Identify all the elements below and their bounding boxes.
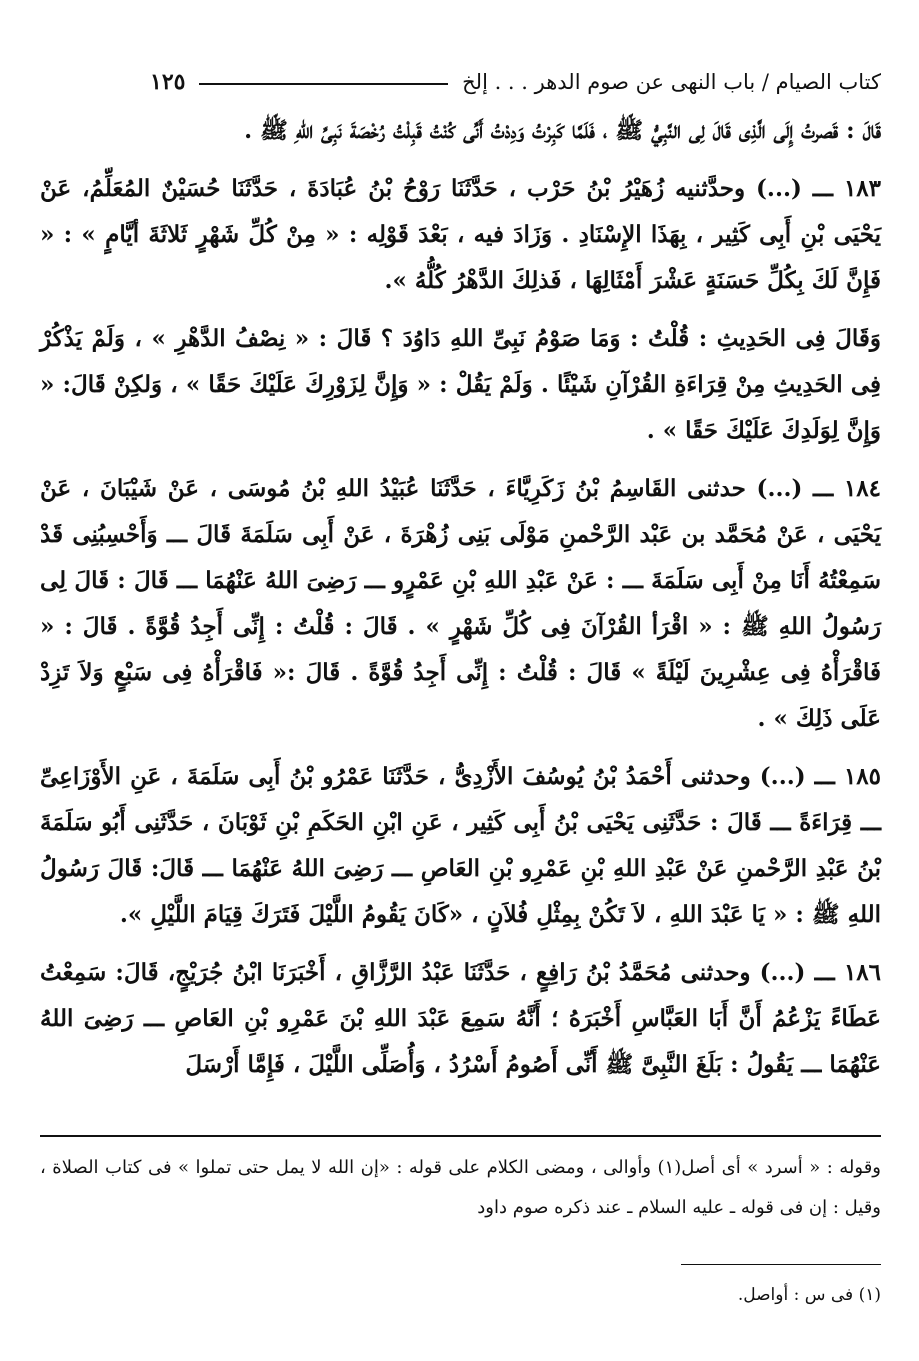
paragraph-hadith-184: ١٨٤ ـــ (...) حدثنى القَاسِمُ بْنُ زَكَرِيَّاءَ ، حَدَّثَنَا عُبَيْدُ اللهِ بْنُ مُوسَى ، عَنْ شَيْبَانَ ، عَنْ يَحْيَى ، عَنْ مُحَمَّد بن عَبْد الرَّحْمنِ مَوْلَى بَنِى زُهْرَةَ ، عَنْ أَبِى سَلَمَةَ قَالَ ـــ وَأَحْسِبُنِى قَدْ سَمِعْتُهُ أَنَا مِنْ أَبِى سَلَمَةَ ـــ : عَنْ عَبْدِ اللهِ بْنِ عَمْرٍو ـــ رَضِىَ اللهُ عَنْهُمَا ـــ قَالَ : قَالَ لِى رَسُولُ اللهِ ﷺ : « اقْرَأ القُرْآنَ فِى كُلِّ شَهْرٍ » . قَالَ : قُلْتُ : إِنِّى أَجِدُ قُوَّةً . قَالَ : « فَاقْرَأْهُ فِى عِشْرِينَ لَيْلَةً » قَالَ : قُلْتُ : إِنِّى أَجِدُ قُوَّةً . قَالَ :« فَاقْرَأْهُ فِى سَبْعٍ وَلاَ تَزِدْ عَلَى ذَلِكَ » . <box>40 475 881 732</box>
main-text <box>40 108 881 1100</box>
header-title: كتاب الصيام / باب النهى عن صوم الدهر . . . إلخ <box>462 70 881 94</box>
paragraph-hadith-186: ١٨٦ ـــ (...) وحدثنى مُحَمَّدُ بْنُ رَافِعٍ ، حَدَّثَنَا عَبْدُ الرَّزَّاقِ ، أَخْبَرَنَا ابْنُ جُرَيْجٍ، قَالَ: سَمِعْتُ عَطَاءً يَزْعُمُ أَنَّ أَبَا العَبَّاسِ أَخْبَرَهُ ؛ أَنَّهُ سَمِعَ عَبْدَ اللهِ بْنَ عَمْرِو بْنِ العَاصِ ـــ رَضِىَ اللهُ عَنْهُمَا ـــ يَقُولُ : بَلَغَ النَّبِىَّ ﷺ أَنِّى أَصُومُ أَسْرُدُ ، وَأُصَلِّى اللَّيْلَ ، فَإِمَّا أَرْسَلَ <box>40 959 881 1078</box>
running-header <box>150 62 881 102</box>
paragraph: قَالَ : قَصرتُ إِلَى الَّذِى قَالَ لِى النَّبِيُّ ﷺ ، فَلَمَّا كَبِرْتُ وَدِدْتُ أَنِّى كُنْتُ قَبِلْتُ رُخْصَةَ نَبِىِّ اللهِ ﷺ . <box>244 117 881 144</box>
paragraph: وَقَالَ فِى الحَدِيثِ : قُلْتُ : وَمَا صَوْمُ نَبِىِّ اللهِ دَاوُدَ ؟ قَالَ : « نِصْفُ الدَّهْرِ » ، وَلَمْ يَذْكُرْ فِى الحَدِيثِ مِنْ قِرَاءَةِ القُرْآنِ شَيْئًا . وَلَمْ يَقُلْ : « وَإِنَّ لِزَوْرِكَ عَلَيْكَ حَقًا » ، وَلكِنْ قَالَ: « وَإِنَّ لِوَلَدِكَ عَلَيْكَ حَقًا » . <box>40 325 881 444</box>
footnote: (١) فى س : أواصل. <box>737 1285 881 1305</box>
commentary-text: وقوله : « أسرد » أى أصل(١) وأوالى ، ومضى الكلام على قوله : «إن الله لا يمل حتى تملوا » فى كتاب الصلاة ، وقيل : إن فى قوله ـ عليه السلام ـ عند ذكره صوم داود <box>40 1157 881 1218</box>
paragraph-hadith-183: ١٨٣ ـــ (...) وحدَّثنيه زُهَيْرُ بْنُ حَرْب ، حَدَّثَنَا رَوْحُ بْنُ عُبَادَةَ ، حَدَّثَنَا حُسَيْنٌ المُعَلِّمُ، عَنْ يَحْيَى بْنِ أَبِى كَثِير ، بِهَذَا الإِسْنَادِ . وَزَادَ فيه ، بَعْدَ قَوْلِه : « مِنْ كُلِّ شَهْرٍ ثَلاثَةَ أيَّامٍ » : « فَإِنَّ لَكَ بِكُلِّ حَسَنَةٍ عَشْرَ أَمْثَالِهَا ، فَذلِكَ الدَّهْرُ كُلُّهُ ». <box>40 175 881 294</box>
commentary-divider <box>40 1135 881 1137</box>
page-number: ١٢٥ <box>150 69 186 95</box>
paragraph-hadith-185: ١٨٥ ـــ (...) وحدثنى أَحْمَدُ بْنُ يُوسُفَ الأَزْدِىُّ ، حَدَّثَنَا عَمْرُو بْنُ أَبِى سَلَمَةَ ، عَنِ الأَوْزَاعِىِّ ـــ قِرَاءَةً ـــ قَالَ : حَدَّثَنِى يَحْيَى بْنُ أَبِى كَثِير ، عَنِ ابْنِ الحَكَمِ بْنِ ثَوْبَانَ ، حَدَّثَنِى أَبُو سَلَمَةَ بْنُ عَبْدِ الرَّحْمنِ عَنْ عَبْدِ اللهِ بْنِ عَمْرِو بْنِ العَاصِ ـــ رَضِىَ اللهُ عَنْهُمَا ـــ قَالَ: قَالَ رَسُولُ اللهِ ﷺ : « يَا عَبْدَ اللهِ ، لاَ تَكُنْ بِمِثْلِ فُلاَنٍ ، «كَانَ يَقُومُ اللَّيْلَ فَتَرَكَ قِيَامَ اللَّيْلِ ». <box>40 763 881 928</box>
footnote-divider <box>681 1264 881 1265</box>
header-rule <box>199 83 448 85</box>
